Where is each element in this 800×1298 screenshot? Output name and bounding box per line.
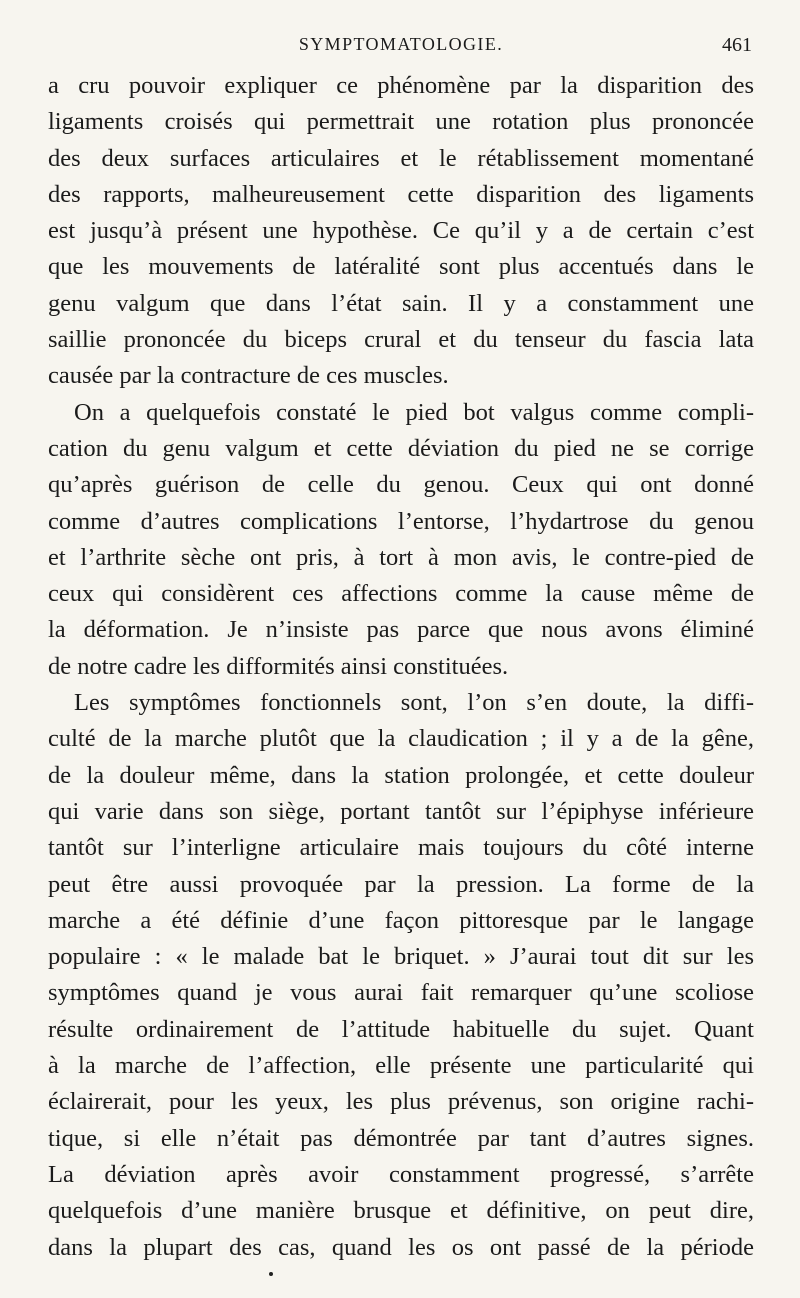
text-line: Les symptômes fonctionnels sont, l’on s’en doute, la diffi- [74,689,754,717]
text-line: résulte ordinairement de l’attitude habituelle du sujet. Quant [48,1015,754,1043]
text-line: ligaments croisés qui permettrait une rotation plus prononcée [48,108,754,136]
paragraph-1 [48,68,754,395]
text-line: saillie prononcée du biceps crural et du tenseur du fascia lata [48,326,754,354]
text-line: des rapports, malheureusement cette disparition des ligaments [48,180,754,208]
running-title: SYMPTOMATOLOGIE. [298,34,504,54]
text-line: ceux qui considèrent ces affections comme la cause même de [48,580,754,608]
text-line: de la douleur même, dans la station prolongée, et cette douleur [48,761,754,789]
text-line: des deux surfaces articulaires et le rétablissement momentané [48,144,754,172]
text-line: causée par la contracture de ces muscles. [48,362,449,390]
text-line: que les mouvements de latéralité sont plus accentués dans le [48,253,754,281]
text-line: tantôt sur l’interligne articulaire mais toujours du côté interne [48,834,754,862]
text-line: tique, si elle n’était pas démontrée par tant d’autres signes. [48,1124,754,1152]
text-line: qu’après guérison de celle du genou. Ceux qui ont donné [48,471,754,499]
text-line: éclairerait, pour les yeux, les plus prévenus, son origine rachi- [48,1088,754,1116]
page-header [48,34,754,68]
text-line: culté de la marche plutôt que la claudication ; il y a de la gêne, [48,725,754,753]
text-line: peut être aussi provoquée par la pression. La forme de la [48,870,754,898]
text-line: la déformation. Je n’insiste pas parce que nous avons éliminé [48,616,754,644]
text-line: populaire : « le malade bat le briquet. » J’aurai tout dit sur les [48,943,754,971]
text-line: marche a été définie d’une façon pittoresque par le langage [48,906,754,934]
text-line: à la marche de l’affection, elle présente une particularité qui [48,1052,754,1080]
text-line: qui varie dans son siège, portant tantôt sur l’épiphyse inférieure [48,797,754,825]
text-line: est jusqu’à présent une hypothèse. Ce qu’il y a de certain c’est [48,217,754,245]
text-line: La déviation après avoir constamment progressé, s’arrête [48,1160,754,1188]
text-line: quelquefois d’une manière brusque et définitive, on peut dire, [48,1197,754,1225]
printer-dot-mark [269,1272,273,1276]
text-line: a cru pouvoir expliquer ce phénomène par la disparition des [48,72,754,99]
text-line: cation du genu valgum et cette déviation du pied ne se corrige [48,434,754,462]
text-line: symptômes quand je vous aurai fait remarquer qu’une scoliose [48,979,754,1007]
text-line: et l’arthrite sèche ont pris, à tort à mon avis, le contre-pied de [48,543,754,571]
paragraph-3 [48,685,754,1266]
paragraph-2 [48,395,754,685]
text-line: genu valgum que dans l’état sain. Il y a constamment une [48,289,754,317]
text-line: dans la plupart des cas, quand les os ont passé de la période [48,1233,754,1261]
text-line: On a quelquefois constaté le pied bot valgus comme compli- [74,398,754,426]
text-line: de notre cadre les difformités ainsi constituées. [48,652,509,680]
body-text [48,68,754,1266]
page-number: 461 [722,34,752,56]
text-line: comme d’autres complications l’entorse, l’hydartrose du genou [48,507,754,535]
